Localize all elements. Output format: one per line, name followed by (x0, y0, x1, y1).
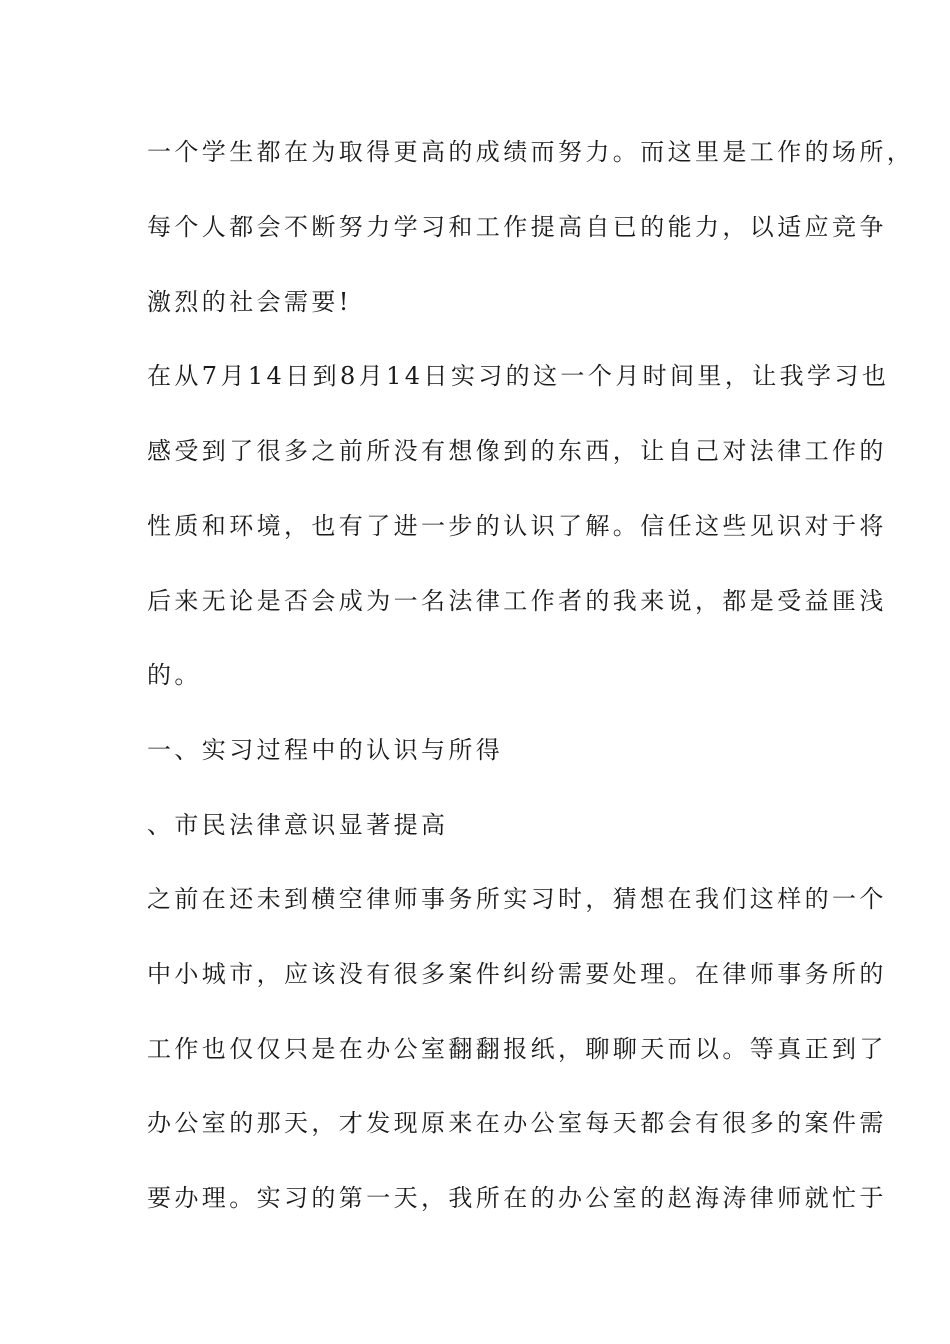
paragraph-line: 后来无论是否会成为一名法律工作者的我来说，都是受益匪浅 (147, 587, 887, 615)
section-heading: 一、实习过程中的认识与所得 (147, 736, 504, 764)
paragraph-line: 中小城市，应该没有很多案件纠纷需要处理。在律师事务所的 (147, 960, 887, 988)
paragraph-line: 的。 (147, 661, 202, 689)
subsection-heading: 、市民法律意识显著提高 (147, 811, 449, 839)
paragraph-line: 之前在还未到横空律师事务所实习时，猜想在我们这样的一个 (147, 885, 887, 913)
paragraph-line: 工作也仅仅只是在办公室翻翻报纸，聊聊天而以。等真正到了 (147, 1035, 887, 1063)
paragraph-line: 一个学生都在为取得更高的成绩而努力。而这里是工作的场所， (147, 138, 915, 166)
paragraph-line: 性质和环境，也有了进一步的认识了解。信任这些见识对于将 (147, 512, 887, 540)
paragraph-line: 办公室的那天，才发现原来在办公室每天都会有很多的案件需 (147, 1109, 887, 1137)
paragraph-line: 感受到了很多之前所没有想像到的东西，让自己对法律工作的 (147, 437, 887, 465)
paragraph-line: 激烈的社会需要! (147, 288, 352, 316)
paragraph-line: 在从7月14日到8月14日实习的这一个月时间里，让我学习也 (147, 362, 890, 390)
paragraph-line: 要办理。实习的第一天，我所在的办公室的赵海涛律师就忙于 (147, 1184, 887, 1212)
paragraph-line: 每个人都会不断努力学习和工作提高自已的能力，以适应竞争 (147, 213, 887, 241)
